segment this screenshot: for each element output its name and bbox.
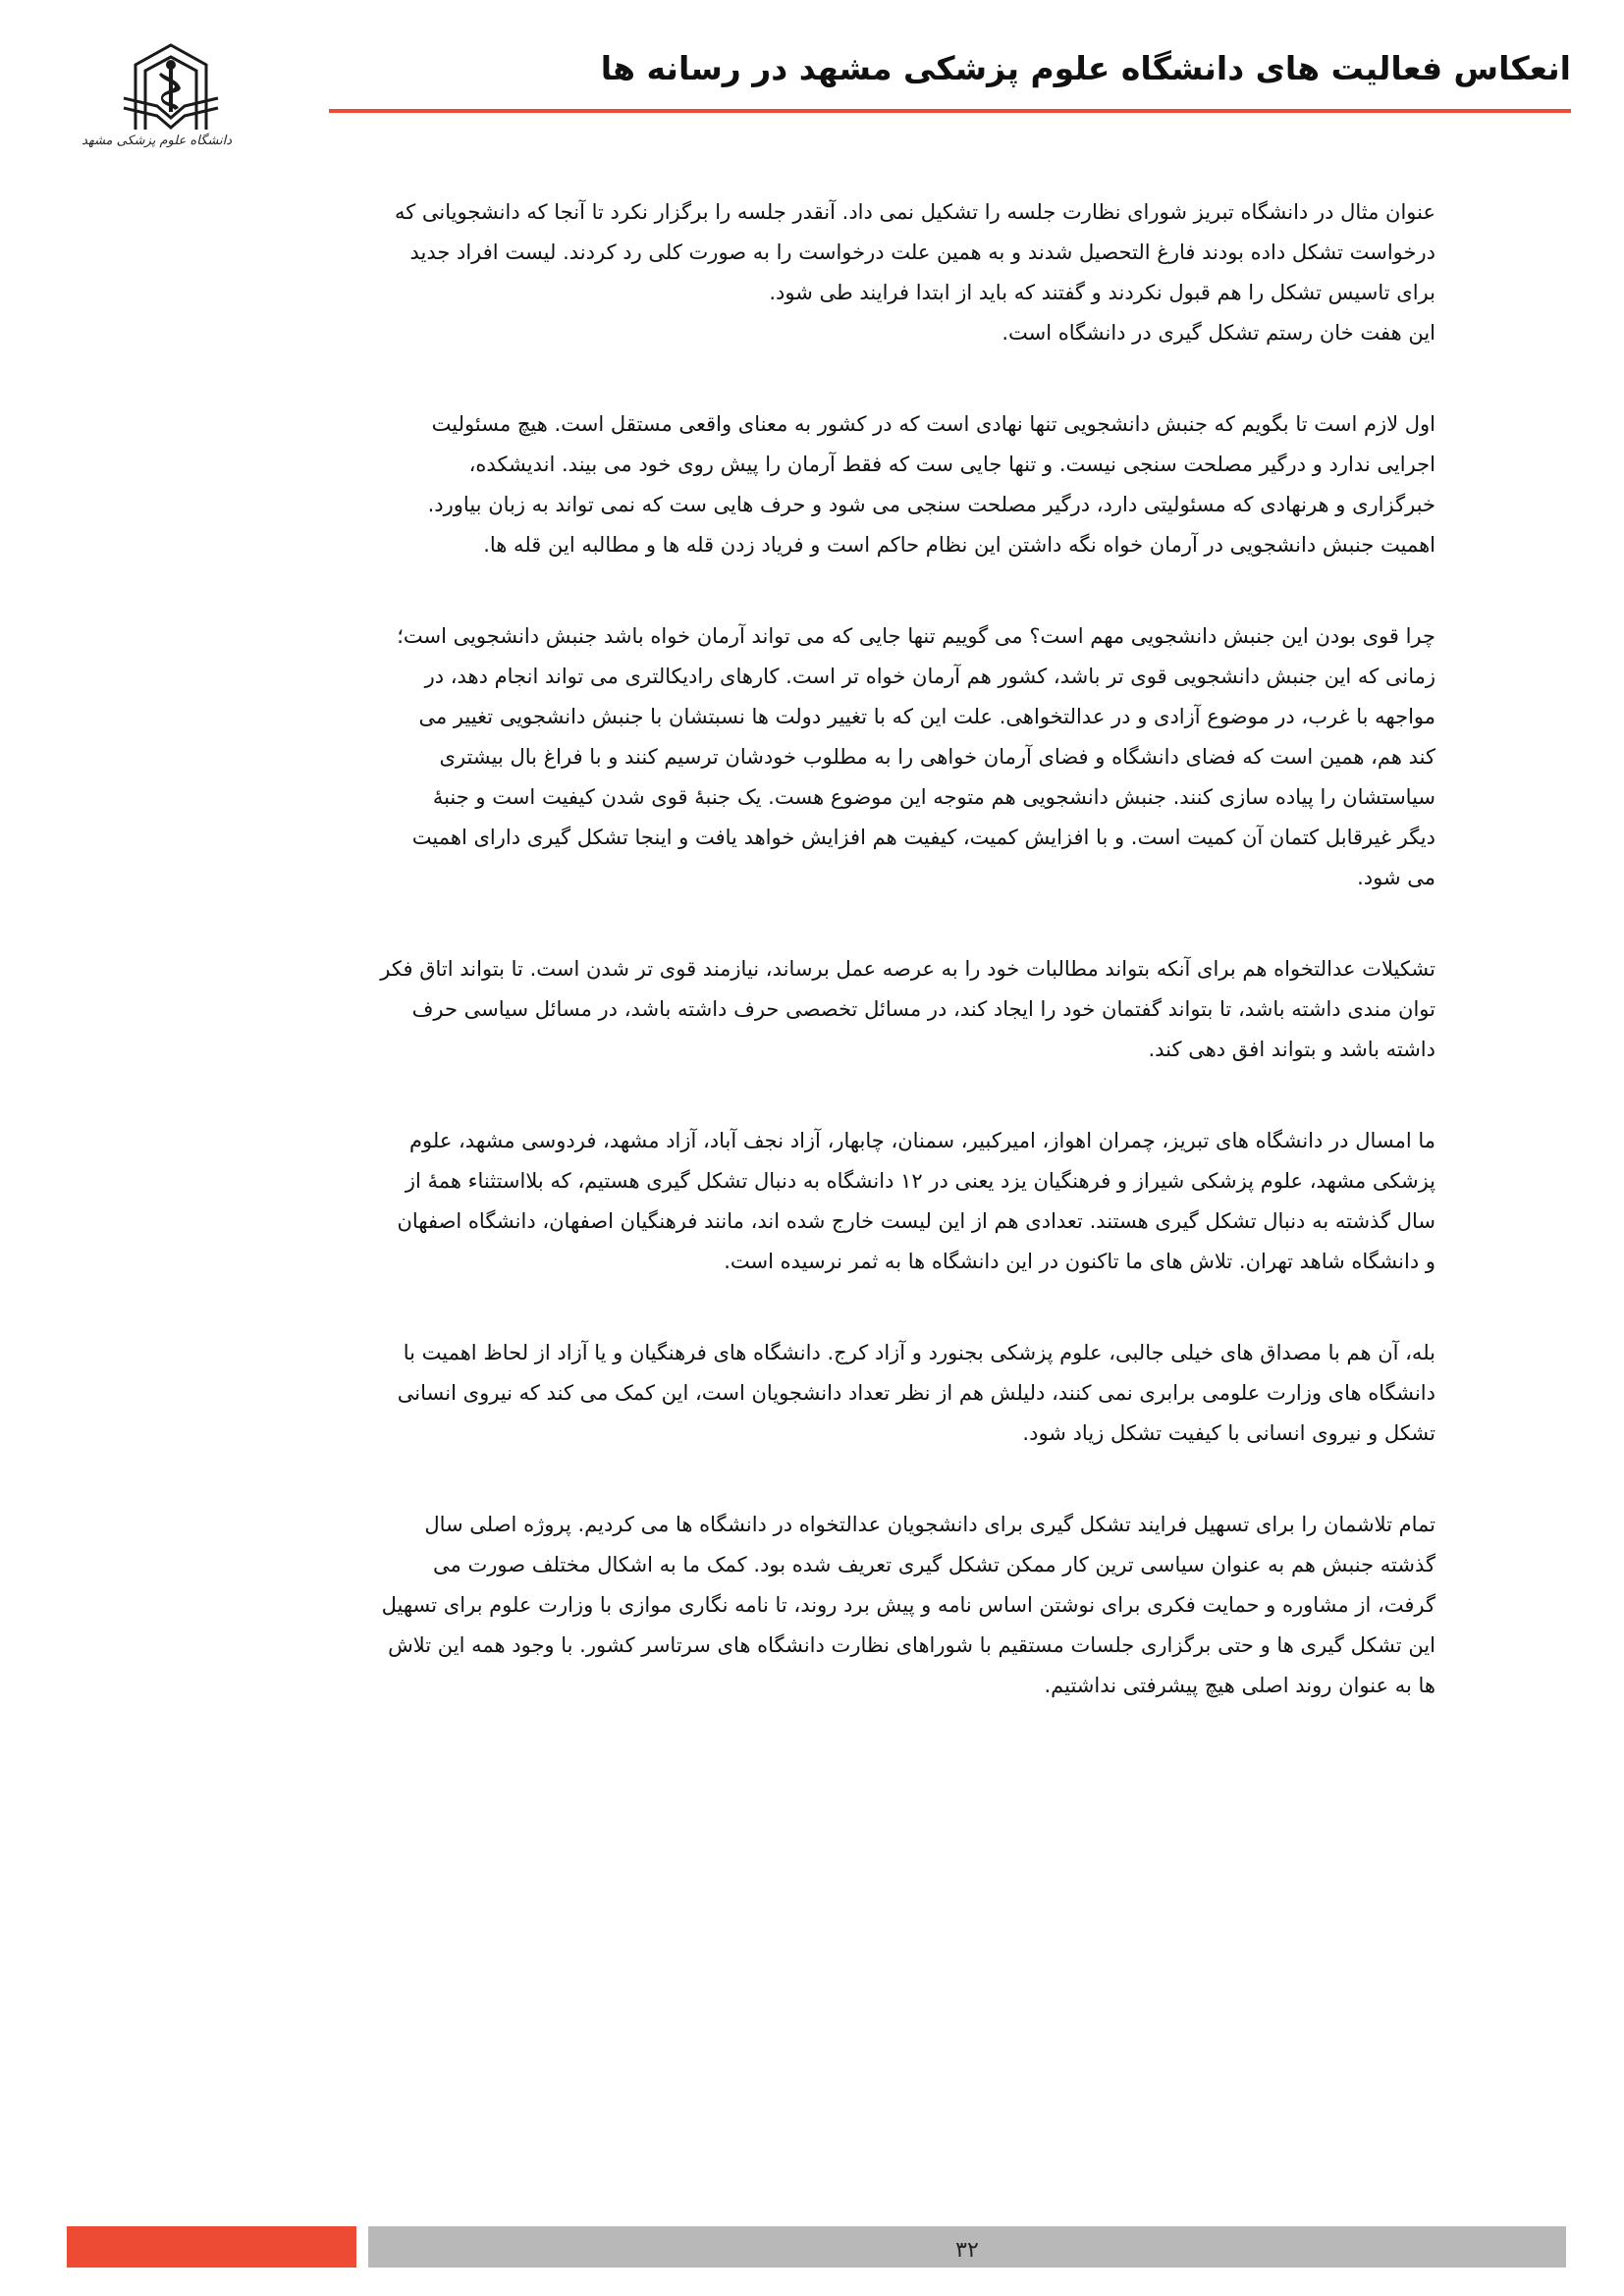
- paragraph-line: تشکیلات عدالتخواه هم برای آنکه بتواند مطالبات خود را به عرصه عمل برساند، نیازمند قوی تر شدن است. تا بتواند اتاق فکر: [380, 957, 1435, 981]
- footer-accent-bar: [67, 2226, 356, 2268]
- paragraph-line: تشکل و نیروی انسانی با کیفیت تشکل زیاد شود.: [1022, 1421, 1435, 1445]
- paragraph-line: گرفت، از مشاوره و حمایت فکری برای نوشتن اساس نامه و پیش برد روند، تا نامه نگاری موازی با وزارت علوم برای تسهیل: [381, 1593, 1435, 1617]
- paragraph-line: ها به عنوان روند اصلی هیچ پیشرفتی نداشتیم.: [1044, 1674, 1435, 1697]
- paragraph-line: عنوان مثال در دانشگاه تبریز شورای نظارت جلسه را تشکیل نمی داد. آنقدر جلسه را برگزار نکرد تا آنجا که دانشجویانی که: [395, 200, 1435, 224]
- paragraph-line: مواجهه با غرب، در موضوع آزادی و در عدالتخواهی. علت این که با تغییر دولت ها نسبتشان با جنبش دانشجویی تغییر می: [418, 705, 1435, 728]
- page-title: انعکاس فعالیت های دانشگاه علوم پزشکی مشهد در رسانه ها: [600, 49, 1571, 87]
- page-footer: [67, 2226, 1566, 2268]
- paragraph-line: و دانشگاه شاهد تهران. تلاش های ما تاکنون در این دانشگاه ها به ثمر نرسیده است.: [724, 1250, 1435, 1273]
- paragraph-line: اول لازم است تا بگویم که جنبش دانشجویی تنها نهادی است که در کشور به معنای واقعی مستقل است. هیچ مسئولیت: [431, 412, 1435, 436]
- logo-caption: دانشگاه علوم پزشکی مشهد: [81, 133, 232, 148]
- paragraph-line: درخواست تشکل داده بودند فارغ التحصیل شدند و به همین علت درخواست را به صورت کلی رد کردند. لیست افراد جدید: [409, 240, 1435, 264]
- paragraph-line: این تشکل گیری ها و حتی برگزاری جلسات مستقیم با شوراهای نظارت دانشگاه های سرتاسر کشور. با وجود همه این تلاش: [388, 1633, 1435, 1657]
- paragraph-line: کند هم، همین است که فضای دانشگاه و فضای آرمان خواهی را به مطلوب خودشان ترسیم کنند و با فراغ بال بیشتری: [439, 745, 1435, 769]
- paragraph-line: تمام تلاشمان را برای تسهیل فرایند تشکل گیری برای دانشجویان عدالتخواه در دانشگاه ها می کردیم. پروژه اصلی سال: [424, 1513, 1435, 1536]
- paragraph-line: اهمیت جنبش دانشجویی در آرمان خواه نگه داشتن این نظام حاکم است و فریاد زدن قله ها و مطالبه این قله ها.: [483, 533, 1435, 557]
- footer-bar: [368, 2226, 1566, 2268]
- paragraph-line: دیگر غیرقابل کتمان آن کمیت است. و با افزایش کمیت، کیفیت هم افزایش خواهد یافت و اینجا تشکل گیری دارای اهمیت: [411, 826, 1435, 849]
- article-body: [228, 192, 1435, 1757]
- header-divider: [329, 109, 1571, 113]
- body-paragraph: [228, 1505, 1435, 1706]
- paragraph-line: چرا قوی بودن این جنبش دانشجویی مهم است؟ می گوییم تنها جایی که می تواند آرمان خواه باشد جنبش دانشجویی است؛: [397, 624, 1435, 648]
- body-paragraph: [228, 1333, 1435, 1454]
- paragraph-line: برای تاسیس تشکل را هم قبول نکردند و گفتند که باید از ابتدا فرایند طی شود.: [769, 281, 1435, 304]
- paragraph-line: گذشته جنبش هم به عنوان سیاسی ترین کار ممکن تشکل گیری تعریف شده بود. کمک ما به اشکال مختلف صورت می: [433, 1553, 1435, 1576]
- body-paragraph: [228, 949, 1435, 1070]
- paragraph-line: زمانی که این جنبش دانشجویی قوی تر باشد، کشور هم آرمان خواه تر است. کارهای رادیکالتری می تواند انجام دهد، در: [424, 665, 1435, 688]
- paragraph-line: بله، آن هم با مصداق های خیلی جالبی، علوم پزشکی بجنورد و آزاد کرج. دانشگاه های فرهنگیان و یا آزاد از لحاظ اهمیت با: [403, 1341, 1435, 1364]
- paragraph-line: سیاستشان را پیاده سازی کنند. جنبش دانشجویی هم متوجه این موضوع هست. یک جنبهٔ قوی شدن کیفیت است و جنبهٔ: [432, 785, 1435, 809]
- paragraph-line: ما امسال در دانشگاه های تبریز، چمران اهواز، امیرکبیر، سمنان، چابهار، آزاد نجف آباد، آزاد مشهد، فردوسی مشهد، علوم: [409, 1129, 1435, 1152]
- paragraph-line: می شود.: [1357, 866, 1435, 889]
- body-paragraph: [228, 404, 1435, 565]
- paragraph-line: دانشگاه های وزارت علومی برابری نمی کنند، دلیلش هم از نظر تعداد دانشجویان است، این کمک می کند که نیروی انسانی: [397, 1381, 1435, 1405]
- paragraph-line: خبرگزاری و هرنهادی که مسئولیتی دارد، درگیر مصلحت سنجی می شود و حرف هایی ست که نمی تواند به زبان بیاورد.: [427, 493, 1435, 516]
- paragraph-line: این هفت خان رستم تشکل گیری در دانشگاه است.: [1001, 321, 1435, 345]
- university-logo: [81, 39, 232, 167]
- paragraph-line: سال گذشته به دنبال تشکل گیری هستند. تعدادی هم از این لیست خارج شده اند، مانند فرهنگیان اصفهان، دانشگاه اصفهان: [397, 1209, 1435, 1233]
- university-emblem-icon: [118, 39, 224, 137]
- body-paragraph: [228, 1121, 1435, 1282]
- body-paragraph: [228, 616, 1435, 898]
- paragraph-line: داشته باشد و بتواند افق دهی کند.: [1148, 1038, 1435, 1061]
- body-paragraph: [228, 192, 1435, 353]
- paragraph-line: پزشکی مشهد، علوم پزشکی شیراز و فرهنگیان یزد یعنی در ۱۲ دانشگاه به دنبال تشکل گیری هستیم، که بلااستثناء همهٔ از: [405, 1169, 1435, 1193]
- paragraph-line: توان مندی داشته باشد، تا بتواند گفتمان خود را ایجاد کند، در مسائل تخصصی حرف داشته باشد، در مسائل سیاسی حرف: [411, 997, 1435, 1021]
- paragraph-line: اجرایی ندارد و درگیر مصلحت سنجی نیست. و تنها جایی ست که فقط آرمان را پیش روی خود می بیند. اندیشکده،: [468, 453, 1435, 476]
- page-header: [81, 39, 1571, 148]
- page-number: ۳۲: [955, 2238, 979, 2263]
